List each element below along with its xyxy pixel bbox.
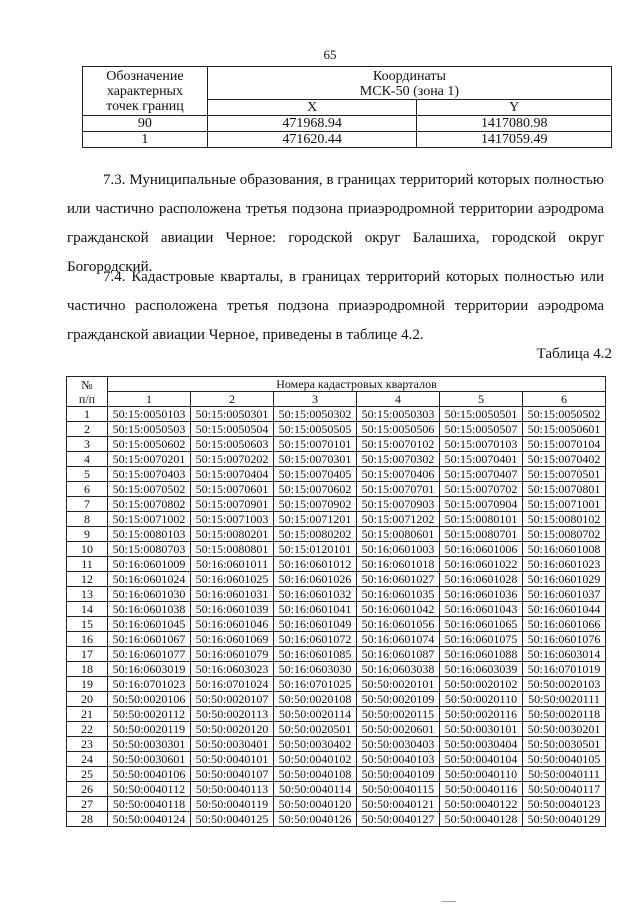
cadastral-number-cell: 50:15:0070302 xyxy=(357,452,440,467)
cadastral-number-cell: 50:50:0030404 xyxy=(440,737,523,752)
coordinates-row xyxy=(83,116,612,132)
cadastral-number-cell: 50:15:0080201 xyxy=(191,527,274,542)
cadastral-number-cell: 50:15:0070701 xyxy=(357,482,440,497)
table-row xyxy=(67,692,606,707)
coordinates-row xyxy=(83,132,612,148)
cadastral-number-cell: 50:16:0601046 xyxy=(191,617,274,632)
row-number-cell: 15 xyxy=(67,617,108,632)
table-row xyxy=(67,512,606,527)
cadastral-number-cell: 50:50:0020102 xyxy=(440,677,523,692)
x-cell: 471620.44 xyxy=(207,132,417,148)
table-row xyxy=(67,707,606,722)
cadastral-number-cell: 50:50:0020119 xyxy=(108,722,191,737)
cadastral-number-cell: 50:15:0070402 xyxy=(523,452,606,467)
table-row xyxy=(67,587,606,602)
row-number-cell: 17 xyxy=(67,647,108,662)
cadastral-number-cell: 50:16:0601035 xyxy=(357,587,440,602)
cadastral-number-cell: 50:15:0080101 xyxy=(440,512,523,527)
cadastral-number-cell: 50:15:0050302 xyxy=(274,407,357,422)
kad-column-header-row xyxy=(67,392,606,407)
row-number-cell: 13 xyxy=(67,587,108,602)
row-number-cell: 22 xyxy=(67,722,108,737)
row-number-cell: 9 xyxy=(67,527,108,542)
cadastral-number-cell: 50:15:0070602 xyxy=(274,482,357,497)
table-row xyxy=(67,782,606,797)
cadastral-number-cell: 50:16:0701023 xyxy=(108,677,191,692)
cadastral-number-cell: 50:15:0070601 xyxy=(191,482,274,497)
cadastral-number-cell: 50:15:0080702 xyxy=(523,527,606,542)
cadastral-number-cell: 50:16:0601006 xyxy=(440,542,523,557)
coordinates-header-line: Координаты xyxy=(372,69,446,84)
cadastral-number-cell: 50:15:0080102 xyxy=(523,512,606,527)
cadastral-number-cell: 50:15:0070801 xyxy=(523,482,606,497)
cadastral-number-cell: 50:16:0603030 xyxy=(274,662,357,677)
cadastral-number-cell: 50:50:0030101 xyxy=(440,722,523,737)
cadastral-number-cell: 50:50:0040106 xyxy=(108,767,191,782)
cadastral-number-cell: 50:16:0601072 xyxy=(274,632,357,647)
paragraph-7-4-text: 7.4. Кадастровые кварталы, в границах территорий которых полностью или частично расположена третья подзона приаэродромной территории аэродрома гражданской авиации Черное, приведены в таблице 4.2. xyxy=(67,269,604,343)
cadastral-number-cell: 50:50:0030402 xyxy=(274,737,357,752)
column-header: 5 xyxy=(440,392,523,407)
designation-header xyxy=(83,67,208,116)
cadastral-number-cell: 50:50:0040115 xyxy=(357,782,440,797)
table-row xyxy=(67,722,606,737)
cadastral-number-cell: 50:16:0601023 xyxy=(523,557,606,572)
designation-header-line: точек границ xyxy=(106,98,184,114)
cadastral-number-cell: 50:15:0050103 xyxy=(108,407,191,422)
cadastral-number-cell: 50:15:0070102 xyxy=(357,437,440,452)
cadastral-number-cell: 50:16:0601027 xyxy=(357,572,440,587)
row-number-cell: 12 xyxy=(67,572,108,587)
cadastral-number-cell: 50:50:0020112 xyxy=(108,707,191,722)
cadastral-number-cell: 50:15:0070403 xyxy=(108,467,191,482)
cadastral-number-cell: 50:50:0020113 xyxy=(191,707,274,722)
point-cell: 90 xyxy=(83,116,208,132)
cadastral-number-cell: 50:16:0601075 xyxy=(440,632,523,647)
cadastral-number-cell: 50:15:0070202 xyxy=(191,452,274,467)
cadastral-number-cell: 50:15:0080801 xyxy=(191,542,274,557)
cadastral-number-cell: 50:15:0080202 xyxy=(274,527,357,542)
cadastral-number-cell: 50:15:0050303 xyxy=(357,407,440,422)
coordinates-table xyxy=(82,66,612,148)
row-number-cell: 11 xyxy=(67,557,108,572)
cadastral-number-cell: 50:16:0601088 xyxy=(440,647,523,662)
cadastral-number-cell: 50:15:0071003 xyxy=(191,512,274,527)
cadastral-number-cell: 50:15:0050601 xyxy=(523,422,606,437)
cadastral-number-cell: 50:50:0020107 xyxy=(191,692,274,707)
cadastral-number-cell: 50:16:0601024 xyxy=(108,572,191,587)
table-row xyxy=(67,497,606,512)
cadastral-number-cell: 50:50:0040117 xyxy=(523,782,606,797)
cadastral-number-cell: 50:15:0070903 xyxy=(357,497,440,512)
cadastral-number-cell: 50:50:0040101 xyxy=(191,752,274,767)
table-row xyxy=(67,527,606,542)
table-row xyxy=(67,767,606,782)
row-number-cell: 4 xyxy=(67,452,108,467)
table-row xyxy=(67,737,606,752)
cadastral-number-cell: 50:50:0040120 xyxy=(274,797,357,812)
cadastral-number-cell: 50:16:0601030 xyxy=(108,587,191,602)
cadastral-number-cell: 50:50:0020114 xyxy=(274,707,357,722)
cadastral-number-cell: 50:16:0601087 xyxy=(357,647,440,662)
column-header: 4 xyxy=(357,392,440,407)
cadastral-number-cell: 50:16:0603039 xyxy=(440,662,523,677)
cadastral-number-cell: 50:15:0120101 xyxy=(274,542,357,557)
cadastral-number-cell: 50:16:0601026 xyxy=(274,572,357,587)
cadastral-number-cell: 50:16:0603038 xyxy=(357,662,440,677)
cadastral-number-cell: 50:50:0020120 xyxy=(191,722,274,737)
cadastral-number-cell: 50:15:0070802 xyxy=(108,497,191,512)
cadastral-number-cell: 50:15:0071202 xyxy=(357,512,440,527)
cadastral-number-cell: 50:15:0050504 xyxy=(191,422,274,437)
table-row xyxy=(67,602,606,617)
cadastral-number-cell: 50:15:0070502 xyxy=(108,482,191,497)
cadastral-number-cell: 50:16:0601077 xyxy=(108,647,191,662)
cadastral-number-cell: 50:50:0020103 xyxy=(523,677,606,692)
cadastral-number-cell: 50:50:0040126 xyxy=(274,812,357,827)
cadastral-number-cell: 50:50:0020115 xyxy=(357,707,440,722)
cadastral-number-cell: 50:15:0071201 xyxy=(274,512,357,527)
cadastral-number-cell: 50:15:0050603 xyxy=(191,437,274,452)
cadastral-number-cell: 50:15:0070104 xyxy=(523,437,606,452)
footer-mark xyxy=(442,901,456,902)
row-number-cell: 21 xyxy=(67,707,108,722)
kad-header-row xyxy=(67,377,606,392)
row-number-cell: 16 xyxy=(67,632,108,647)
designation-header-line: характерных xyxy=(106,83,183,99)
cadastral-number-cell: 50:16:0601044 xyxy=(523,602,606,617)
row-number-cell: 27 xyxy=(67,797,108,812)
row-number-cell: 2 xyxy=(67,422,108,437)
cadastral-quarters-table xyxy=(66,376,606,827)
table-row xyxy=(67,797,606,812)
cadastral-number-cell: 50:15:0070301 xyxy=(274,452,357,467)
cadastral-number-cell: 50:50:0040109 xyxy=(357,767,440,782)
row-number-cell: 23 xyxy=(67,737,108,752)
table-row xyxy=(67,467,606,482)
cadastral-number-cell: 50:15:0050506 xyxy=(357,422,440,437)
cadastral-number-cell: 50:16:0601022 xyxy=(440,557,523,572)
cadastral-number-cell: 50:16:0601008 xyxy=(523,542,606,557)
cadastral-number-cell: 50:16:0601029 xyxy=(523,572,606,587)
cadastral-number-cell: 50:16:0701025 xyxy=(274,677,357,692)
cadastral-number-cell: 50:50:0040123 xyxy=(523,797,606,812)
point-cell: 1 xyxy=(83,132,208,148)
row-number-cell: 1 xyxy=(67,407,108,422)
cadastral-number-cell: 50:50:0040127 xyxy=(357,812,440,827)
cadastral-number-cell: 50:50:0020109 xyxy=(357,692,440,707)
cadastral-number-cell: 50:16:0601028 xyxy=(440,572,523,587)
cadastral-number-cell: 50:50:0040103 xyxy=(357,752,440,767)
cadastral-number-cell: 50:15:0050505 xyxy=(274,422,357,437)
table-row xyxy=(67,407,606,422)
table-row xyxy=(67,812,606,827)
x-header: X xyxy=(207,100,417,116)
row-number-cell: 3 xyxy=(67,437,108,452)
cadastral-number-cell: 50:16:0601049 xyxy=(274,617,357,632)
cadastral-number-cell: 50:16:0601065 xyxy=(440,617,523,632)
cadastral-number-cell: 50:15:0080601 xyxy=(357,527,440,542)
cadastral-number-cell: 50:50:0040112 xyxy=(108,782,191,797)
cadastral-number-cell: 50:50:0020101 xyxy=(357,677,440,692)
coordinates-header-row xyxy=(83,67,612,100)
row-number-header-line: п/п xyxy=(78,391,96,406)
cadastral-number-cell: 50:50:0020110 xyxy=(440,692,523,707)
cadastral-number-cell: 50:15:0050602 xyxy=(108,437,191,452)
y-cell: 1417059.49 xyxy=(417,132,612,148)
table-row xyxy=(67,482,606,497)
y-cell: 1417080.98 xyxy=(417,116,612,132)
coordinates-header-line: МСК-50 (зона 1) xyxy=(359,84,460,99)
cadastral-number-cell: 50:15:0050301 xyxy=(191,407,274,422)
cadastral-number-cell: 50:16:0601009 xyxy=(108,557,191,572)
cadastral-number-cell: 50:15:0080701 xyxy=(440,527,523,542)
cadastral-number-cell: 50:50:0030301 xyxy=(108,737,191,752)
table-row xyxy=(67,542,606,557)
cadastral-number-cell: 50:50:0030501 xyxy=(523,737,606,752)
cadastral-number-cell: 50:50:0020106 xyxy=(108,692,191,707)
cadastral-number-cell: 50:16:0701024 xyxy=(191,677,274,692)
cadastral-number-cell: 50:15:0070201 xyxy=(108,452,191,467)
cadastral-number-cell: 50:50:0040107 xyxy=(191,767,274,782)
cadastral-number-cell: 50:16:0601066 xyxy=(523,617,606,632)
cadastral-number-cell: 50:16:0601018 xyxy=(357,557,440,572)
cadastral-number-cell: 50:15:0050507 xyxy=(440,422,523,437)
row-number-cell: 5 xyxy=(67,467,108,482)
cadastral-number-cell: 50:50:0040114 xyxy=(274,782,357,797)
row-number-header-line: № xyxy=(81,377,93,392)
cadastral-number-cell: 50:16:0601085 xyxy=(274,647,357,662)
row-number-cell: 18 xyxy=(67,662,108,677)
row-number-cell: 19 xyxy=(67,677,108,692)
cadastral-number-cell: 50:16:0601032 xyxy=(274,587,357,602)
column-header: 6 xyxy=(523,392,606,407)
column-header: 3 xyxy=(274,392,357,407)
cadastral-number-cell: 50:16:0603014 xyxy=(523,647,606,662)
page-number: 65 xyxy=(323,47,337,62)
cadastral-number-cell: 50:50:0040125 xyxy=(191,812,274,827)
cadastral-number-cell: 50:16:0601041 xyxy=(274,602,357,617)
cadastral-number-cell: 50:16:0601037 xyxy=(523,587,606,602)
cadastral-number-cell: 50:16:0601076 xyxy=(523,632,606,647)
cadastral-number-cell: 50:50:0030201 xyxy=(523,722,606,737)
cadastral-number-cell: 50:15:0080703 xyxy=(108,542,191,557)
row-number-cell: 25 xyxy=(67,767,108,782)
cadastral-number-cell: 50:50:0040104 xyxy=(440,752,523,767)
cadastral-number-cell: 50:50:0040118 xyxy=(108,797,191,812)
cadastral-number-cell: 50:50:0020601 xyxy=(357,722,440,737)
table-row xyxy=(67,572,606,587)
cadastral-number-cell: 50:15:0050502 xyxy=(523,407,606,422)
cadastral-number-cell: 50:50:0020111 xyxy=(523,692,606,707)
x-cell: 471968.94 xyxy=(207,116,417,132)
cadastral-number-cell: 50:15:0070407 xyxy=(440,467,523,482)
cadastral-number-cell: 50:15:0070902 xyxy=(274,497,357,512)
quarters-group-header: Номера кадастровых кварталов xyxy=(108,377,606,392)
cadastral-number-cell: 50:16:0701019 xyxy=(523,662,606,677)
cadastral-number-cell: 50:50:0040121 xyxy=(357,797,440,812)
cadastral-number-cell: 50:16:0601043 xyxy=(440,602,523,617)
cadastral-number-cell: 50:50:0040128 xyxy=(440,812,523,827)
cadastral-number-cell: 50:16:0601045 xyxy=(108,617,191,632)
cadastral-number-cell: 50:15:0070405 xyxy=(274,467,357,482)
cadastral-number-cell: 50:15:0070901 xyxy=(191,497,274,512)
cadastral-number-cell: 50:15:0050501 xyxy=(440,407,523,422)
cadastral-number-cell: 50:50:0040116 xyxy=(440,782,523,797)
cadastral-number-cell: 50:16:0601012 xyxy=(274,557,357,572)
cadastral-number-cell: 50:50:0040105 xyxy=(523,752,606,767)
table-row xyxy=(67,437,606,452)
cadastral-number-cell: 50:15:0050503 xyxy=(108,422,191,437)
column-header: 2 xyxy=(191,392,274,407)
cadastral-number-cell: 50:16:0601069 xyxy=(191,632,274,647)
cadastral-number-cell: 50:15:0080103 xyxy=(108,527,191,542)
table-row xyxy=(67,617,606,632)
cadastral-number-cell: 50:15:0070101 xyxy=(274,437,357,452)
cadastral-number-cell: 50:15:0070702 xyxy=(440,482,523,497)
row-number-cell: 24 xyxy=(67,752,108,767)
cadastral-number-cell: 50:16:0601056 xyxy=(357,617,440,632)
cadastral-number-cell: 50:16:0601039 xyxy=(191,602,274,617)
cadastral-number-cell: 50:16:0601036 xyxy=(440,587,523,602)
table-row xyxy=(67,557,606,572)
row-number-cell: 8 xyxy=(67,512,108,527)
cadastral-number-cell: 50:16:0601074 xyxy=(357,632,440,647)
cadastral-number-cell: 50:16:0601038 xyxy=(108,602,191,617)
cadastral-number-cell: 50:15:0070404 xyxy=(191,467,274,482)
cadastral-number-cell: 50:16:0601003 xyxy=(357,542,440,557)
row-number-cell: 20 xyxy=(67,692,108,707)
designation-header-line: Обозначение xyxy=(106,68,184,84)
row-number-header xyxy=(67,377,108,407)
cadastral-number-cell: 50:16:0601031 xyxy=(191,587,274,602)
cadastral-number-cell: 50:16:0601079 xyxy=(191,647,274,662)
row-number-cell: 14 xyxy=(67,602,108,617)
cadastral-number-cell: 50:50:0040110 xyxy=(440,767,523,782)
row-number-cell: 10 xyxy=(67,542,108,557)
table-row xyxy=(67,662,606,677)
row-number-cell: 7 xyxy=(67,497,108,512)
table-row xyxy=(67,632,606,647)
cadastral-number-cell: 50:50:0020501 xyxy=(274,722,357,737)
cadastral-number-cell: 50:50:0040111 xyxy=(523,767,606,782)
cadastral-number-cell: 50:15:0070501 xyxy=(523,467,606,482)
cadastral-number-cell: 50:50:0040129 xyxy=(523,812,606,827)
cadastral-number-cell: 50:50:0040124 xyxy=(108,812,191,827)
cadastral-number-cell: 50:50:0020116 xyxy=(440,707,523,722)
row-number-cell: 6 xyxy=(67,482,108,497)
paragraph-7-4 xyxy=(67,263,604,350)
kad-table-body xyxy=(67,407,606,827)
coordinates-header xyxy=(207,67,611,100)
table-caption: Таблица 4.2 xyxy=(536,346,612,362)
row-number-cell: 28 xyxy=(67,812,108,827)
column-header: 1 xyxy=(108,392,191,407)
paragraph-7-3-text: 7.3. Муниципальные образования, в границах территорий которых полностью или частично расположена третья подзона приаэродромной территории аэродрома гражданской авиации Черное: городской округ Балашиха, городской округ Богородский. xyxy=(67,172,604,275)
cadastral-number-cell: 50:16:0603023 xyxy=(191,662,274,677)
cadastral-number-cell: 50:15:0071001 xyxy=(523,497,606,512)
cadastral-number-cell: 50:16:0601025 xyxy=(191,572,274,587)
cadastral-number-cell: 50:16:0601011 xyxy=(191,557,274,572)
table-row xyxy=(67,452,606,467)
table-row xyxy=(67,647,606,662)
cadastral-number-cell: 50:50:0040102 xyxy=(274,752,357,767)
cadastral-number-cell: 50:50:0040113 xyxy=(191,782,274,797)
cadastral-number-cell: 50:15:0071002 xyxy=(108,512,191,527)
row-number-cell: 26 xyxy=(67,782,108,797)
cadastral-number-cell: 50:16:0603019 xyxy=(108,662,191,677)
y-header: Y xyxy=(417,100,612,116)
cadastral-number-cell: 50:50:0040119 xyxy=(191,797,274,812)
table-row xyxy=(67,677,606,692)
cadastral-number-cell: 50:50:0030403 xyxy=(357,737,440,752)
cadastral-number-cell: 50:16:0601042 xyxy=(357,602,440,617)
cadastral-number-cell: 50:15:0070103 xyxy=(440,437,523,452)
cadastral-number-cell: 50:15:0070401 xyxy=(440,452,523,467)
cadastral-number-cell: 50:15:0070406 xyxy=(357,467,440,482)
cadastral-number-cell: 50:50:0040108 xyxy=(274,767,357,782)
cadastral-number-cell: 50:50:0020118 xyxy=(523,707,606,722)
cadastral-number-cell: 50:16:0601067 xyxy=(108,632,191,647)
cadastral-number-cell: 50:50:0020108 xyxy=(274,692,357,707)
table-row xyxy=(67,752,606,767)
cadastral-number-cell: 50:15:0070904 xyxy=(440,497,523,512)
cadastral-number-cell: 50:50:0040122 xyxy=(440,797,523,812)
cadastral-number-cell: 50:50:0030401 xyxy=(191,737,274,752)
cadastral-number-cell: 50:50:0030601 xyxy=(108,752,191,767)
table-row xyxy=(67,422,606,437)
